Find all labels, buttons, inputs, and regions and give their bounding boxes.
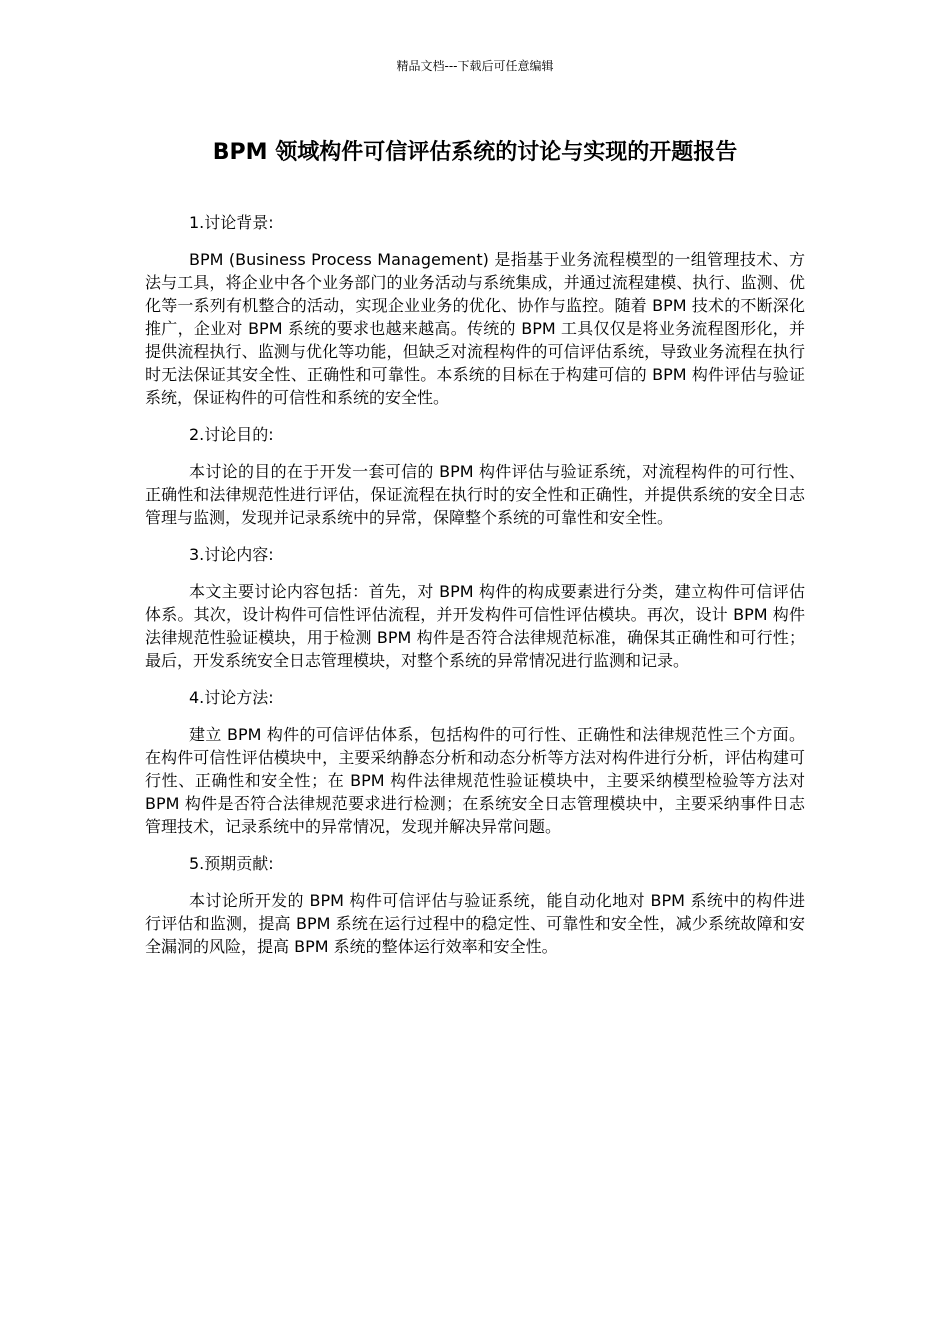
section-body-purpose: 本讨论的目的在于开发一套可信的 BPM 构件评估与验证系统，对流程构件的可行性、正确性和法律规范性进行评估，保证流程在执行时的安全性和正确性，并提供系统的安全日志管理与监测，发现并记录系统中的异常，保障整个系统的可靠性和安全性。 — [145, 462, 805, 527]
section-body-method: 建立 BPM 构件的可信评估体系，包括构件的可行性、正确性和法律规范性三个方面。在构件可信性评估模块中，主要采纳静态分析和动态分析等方法对构件进行分析，评估构建可行性、正确性和安全性；在 BPM 构件法律规范性验证模块中，主要采纳模型检验等方法对 BPM 构件是否符合法律规范要求进行检测；在系统安全日志管理模块中，主要采纳事件日志管理技术，记录系统中的异常情况，发现并解决异常问题。 — [145, 725, 805, 836]
section-heading-purpose: 2.讨论目的: — [189, 425, 274, 444]
section-body-contribution: 本讨论所开发的 BPM 构件可信评估与验证系统，能自动化地对 BPM 系统中的构件进行评估和监测，提高 BPM 系统在运行过程中的稳定性、可靠性和安全性，减少系统故障和安全漏洞的风险，提高 BPM 系统的整体运行效率和安全性。 — [145, 891, 805, 956]
section-heading-contribution: 5.预期贡献: — [189, 854, 274, 873]
section-body-background: BPM (Business Process Management) 是指基于业务流程模型的一组管理技术、方法与工具，将企业中各个业务部门的业务活动与系统集成，并通过流程建模、执行、监测、优化等一系列有机整合的活动，实现企业业务的优化、协作与监控。随着 BPM 技术的不断深化推广，企业对 BPM 系统的要求也越来越高。传统的 BPM 工具仅仅是将业务流程图形化，并提供流程执行、监测与优化等功能，但缺乏对流程构件的可信评估系统，导致业务流程在执行时无法保证其安全性、正确性和可靠性。本系统的目标在于构建可信的 BPM 构件评估与验证系统，保证构件的可信性和系统的安全性。 — [145, 250, 805, 407]
section-heading-content: 3.讨论内容: — [189, 545, 274, 564]
document-title: BPM 领域构件可信评估系统的讨论与实现的开题报告 — [212, 140, 738, 165]
section-heading-background: 1.讨论背景: — [189, 213, 274, 232]
section-body-content: 本文主要讨论内容包括：首先，对 BPM 构件的构成要素进行分类，建立构件可信评估体系。其次，设计构件可信性评估流程，并开发构件可信性评估模块。再次，设计 BPM 构件法律规范性验证模块，用于检测 BPM 构件是否符合法律规范标准，确保其正确性和可行性；最后，开发系统安全日志管理模块，对整个系统的异常情况进行监测和记录。 — [145, 582, 805, 670]
page-header: 精品文档---下载后可任意编辑 — [396, 59, 554, 73]
document-body — [145, 211, 805, 972]
section-heading-method: 4.讨论方法: — [189, 688, 274, 707]
